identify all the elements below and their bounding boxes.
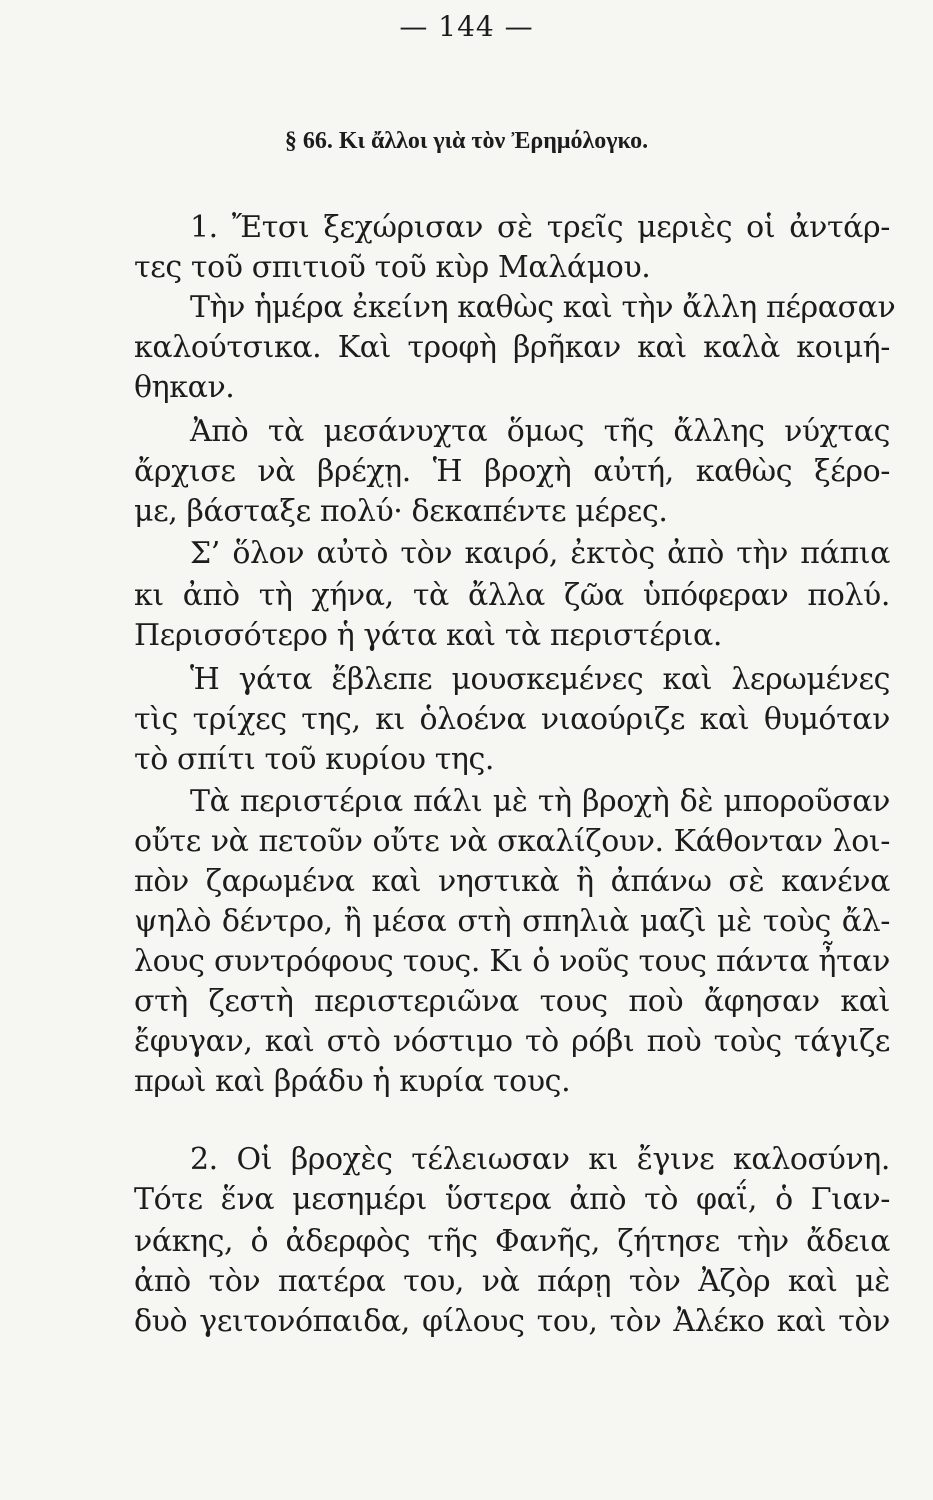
text-line: Σ’ ὅλον αὐτὸ τὸν καιρό, ἐκτὸς ἀπὸ τὴν πάπια <box>190 536 890 571</box>
text-line: Περισσότερο ἡ γάτα καὶ τὰ περιστέρια. <box>134 618 722 653</box>
text-line: ψηλὸ δέντρο, ἢ μέσα στὴ σπηλιὰ μαζὶ μὲ τοὺς ἄλ- <box>134 904 890 939</box>
text-line: τὸ σπίτι τοῦ κυρίου της. <box>134 742 495 777</box>
text-line: κι ἀπὸ τὴ χήνα, τὰ ἄλλα ζῶα ὑπόφεραν πολύ. <box>134 578 890 613</box>
page-number: — 144 — <box>399 10 534 43</box>
text-line: Τὴν ἡμέρα ἐκείνη καθὼς καὶ τὴν ἄλλη πέρασαν <box>190 290 896 325</box>
text-line: 2. Οἱ βροχὲς τέλειωσαν κι ἔγινε καλοσύνη. <box>190 1142 890 1177</box>
text-line: τὶς τρίχες της, κι ὁλοένα νιαούριζε καὶ θυμόταν <box>134 702 890 737</box>
text-line: με, βάσταξε πολύ· δεκαπέντε μέρες. <box>134 494 668 529</box>
text-line: Ἀπὸ τὰ μεσάνυχτα ὅμως τῆς ἄλλης νύχτας <box>190 414 890 449</box>
text-line: ἄρχισε νὰ βρέχῃ. Ἡ βροχὴ αὐτή, καθὼς ξέρο- <box>134 454 890 489</box>
text-line: οὔτε νὰ πετοῦν οὔτε νὰ σκαλίζουν. Κάθονταν λοι- <box>134 824 890 859</box>
text-line: δυὸ γειτονόπαιδα, φίλους του, τὸν Ἀλέκο καὶ τὸν <box>134 1304 890 1339</box>
text-line: 1. Ἔτσι ξεχώρισαν σὲ τρεῖς μεριὲς οἱ ἀντάρ- <box>190 210 890 245</box>
text-line: τες τοῦ σπιτιοῦ τοῦ κὺρ Μαλάμου. <box>134 250 651 285</box>
text-line: θηκαν. <box>134 370 235 405</box>
text-line: λους συντρόφους τους. Κι ὁ νοῦς τους πάντα ἦταν <box>134 944 890 979</box>
text-line: στὴ ζεστὴ περιστεριῶνα τους ποὺ ἄφησαν καὶ <box>134 984 890 1019</box>
section-heading: § 66. Κι ἄλλοι γιὰ τὸν Ἐρημόλογκο. <box>284 128 649 154</box>
text-line: καλούτσικα. Καὶ τροφὴ βρῆκαν καὶ καλὰ κοιμή- <box>134 330 890 365</box>
text-line: πρωὶ καὶ βράδυ ἡ κυρία τους. <box>134 1064 571 1099</box>
text-line: ἀπὸ τὸν πατέρα του, νὰ πάρῃ τὸν Ἀζὸρ καὶ μὲ <box>134 1264 890 1299</box>
text-line: ἔφυγαν, καὶ στὸ νόστιμο τὸ ρόβι ποὺ τοὺς τάγιζε <box>134 1024 890 1059</box>
text-line: Τότε ἕνα μεσημέρι ὕστερα ἀπὸ τὸ φαΐ, ὁ Γιαν- <box>134 1182 890 1217</box>
text-line: Τὰ περιστέρια πάλι μὲ τὴ βροχὴ δὲ μποροῦσαν <box>190 784 890 819</box>
text-line: νάκης, ὁ ἀδερφὸς τῆς Φανῆς, ζήτησε τὴν ἄδεια <box>134 1224 890 1259</box>
text-line: πὸν ζαρωμένα καὶ νηστικὰ ἢ ἀπάνω σὲ κανένα <box>134 864 890 899</box>
text-line: Ἡ γάτα ἔβλεπε μουσκεμένες καὶ λερωμένες <box>190 662 890 697</box>
